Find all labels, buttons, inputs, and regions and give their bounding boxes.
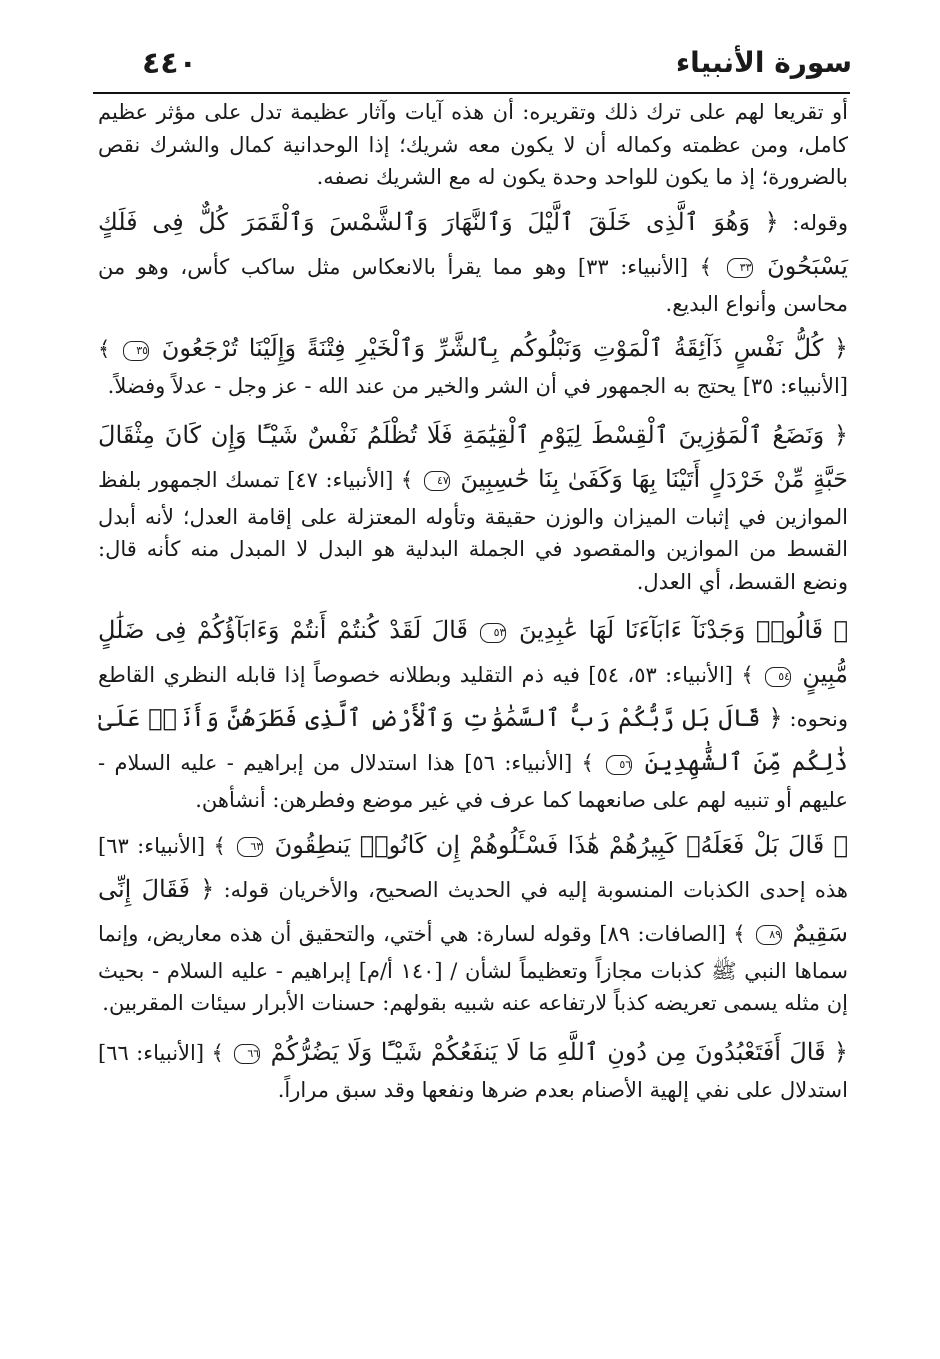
ayah-number-marker: ٦٦ xyxy=(234,1044,260,1064)
ayah-number-marker: ٨٩ xyxy=(756,925,782,945)
ayah-number-marker: ٤٧ xyxy=(424,471,450,491)
surah-title: سورة الأنبياء xyxy=(675,46,852,79)
paragraph-anbiya-53-54 xyxy=(98,608,848,817)
paragraph-anbiya-33 xyxy=(98,200,848,321)
paragraph-commentary: ﴾ [الأنبياء: ٦٣] هذه إحدى الكذبات المنسوبة إليه في الحديث الصحيح، والأخريان قوله: xyxy=(98,833,848,902)
paragraph-commentary: ﴾ [الأنبياء: ٥٦] هذا استدلال من إبراهيم - عليه السلام - عليهم أو تنبيه لهم على صانعهما كما عرف في غير موضع وفطرهن: أنشأهن. xyxy=(98,751,848,812)
paragraph-anbiya-35 xyxy=(98,326,848,403)
quran-verse: ﴿ قَالَ بَلْ فَعَلَهُۥ كَبِيرُهُمْ هَٰذَا فَسْـَٔلُوهُمْ إِن كَانُوا۟ يَنطِقُونَ xyxy=(274,830,848,859)
paragraph-commentary: ﴾ [الأنبياء: ٣٥] يحتج به الجمهور في أن الشر والخير من عند الله - عز وجل - عدلاً وفضلاً. xyxy=(98,337,848,398)
ayah-number-marker: ٣٣ xyxy=(727,258,753,278)
quran-verse-continued: قَالَ لَقَدْ كُنتُمْ أَنتُمْ وَءَابَآؤُكُمْ فِى ضَلَٰلٍ مُّبِينٍ xyxy=(98,616,848,688)
paragraph-anbiya-66 xyxy=(98,1030,848,1107)
paragraph-commentary: ﴾ [الأنبياء: ٣٣] وهو مما يقرأ بالانعكاس مثل ساكب كأس، وهو من محاسن وأنواع البديع. xyxy=(98,254,848,316)
ayah-number-marker: ٦٣ xyxy=(237,837,263,857)
quran-verse: ﴿ قَالَ بَل رَّبُّكُمْ رَبُّ ٱلسَّمَٰوَٰتِ وَٱلْأَرْضِ ٱلَّذِى فَطَرَهُنَّ وَأَنَا۠ عَلَىٰ ذَٰلِكُم مِّنَ ٱلشَّٰهِدِينَ xyxy=(98,704,848,776)
ayah-number-marker: ٥٦ xyxy=(606,755,632,775)
paragraph-commentary: ﴾ [الأنبياء: ٤٧] تمسك الجمهور بلفظ الموازين في إثبات الميزان والوزن حقيقة وتأوله المعتزلة على إقامة العدل؛ لأنه أبدل القسط من الموازين والمقصود في الجملة البدلية هو البدل لا المبدل منه كأنه قال: ونضع القسط، أي العدل. xyxy=(98,467,848,594)
quran-verse: ﴿ وَهُوَ ٱلَّذِى خَلَقَ ٱلَّيْلَ وَٱلنَّهَارَ وَٱلشَّمْسَ وَٱلْقَمَرَ كُلٌّ فِى فَلَكٍ يَسْبَحُونَ xyxy=(98,207,848,280)
header-divider xyxy=(93,92,850,94)
ayah-number-marker: ٥٣ xyxy=(480,623,506,643)
page-header xyxy=(90,40,852,88)
page-number: ٤٤٠ xyxy=(142,46,197,81)
paragraph-commentary: ﴾ [الأنبياء: ٥٣، ٥٤] فيه ذم التقليد وبطلانه خصوصاً إذا قابله النظري القاطع ونحوه: xyxy=(98,663,848,731)
paragraph-intro: أو تقريعا لهم على ترك ذلك وتقريره: أن هذه آيات وآثار عظيمة تدل على مؤثر عظيم كامل، ومن عظمته وكماله أن لا يكون معه شريك؛ إذا الوحدانية كمال والشرك نقص بالضرورة؛ إذ ما يكون للواحد وحدة يكون له مع الشريك نصفه. xyxy=(98,100,848,189)
quran-verse: ﴿ كُلُّ نَفْسٍ ذَآئِقَةُ ٱلْمَوْتِ وَنَبْلُوكُم بِٱلشَّرِّ وَٱلْخَيْرِ فِتْنَةً وَإِلَيْنَا تُرْجَعُونَ xyxy=(161,334,848,362)
ayah-number-marker: ٥٤ xyxy=(765,667,791,687)
page-body xyxy=(98,96,848,1106)
paragraph-anbiya-47 xyxy=(98,413,848,599)
ayah-number-marker: ٣٥ xyxy=(123,341,149,361)
paragraph-anbiya-63 xyxy=(98,823,848,1020)
paragraph-commentary: ﴾ [الأنبياء: ٦٦] استدلال على نفي إلهية الأصنام بعدم ضرها ونفعها وقد سبق مراراً. xyxy=(98,1040,848,1102)
quran-verse: ﴿ قَالُوا۟ وَجَدْنَآ ءَابَآءَنَا لَهَا عَٰبِدِينَ xyxy=(518,616,848,644)
quran-verse: ﴿ قَالَ أَفَتَعْبُدُونَ مِن دُونِ ٱللَّهِ مَا لَا يَنفَعُكُمْ شَيْـًٔا وَلَا يَضُرُّكُمْ xyxy=(270,1037,848,1066)
paragraph-lead: وقوله: xyxy=(778,210,849,235)
quran-verse: ﴿ وَنَضَعُ ٱلْمَوَٰزِينَ ٱلْقِسْطَ لِيَوْمِ ٱلْقِيَٰمَةِ فَلَا تُظْلَمُ نَفْسٌ شَيْـًٔا وَإِن كَانَ مِثْقَالَ حَبَّةٍ مِّنْ خَرْدَلٍ أَتَيْنَا بِهَا وَكَفَىٰ بِنَا حَٰسِبِينَ xyxy=(98,420,849,493)
paragraph-commentary: ﴾ [الصافات: ٨٩] وقوله لسارة: هي أختي، والتحقيق أن هذه معاريض، وإنما سماها النبي ﷺ كذبات مجازاً وتعظيماً لشأن / [١٤٠ أ/م] إبراهيم - عليه السلام - بحيث إن مثله يسمى تعريضه كذباً لارتفاعه عنه شبيه بقولهم: حسنات الأبرار سيئات المقربين. xyxy=(98,921,848,1015)
quran-verse: ﴿ فَقَالَ إِنِّى سَقِيمٌ xyxy=(98,874,848,947)
